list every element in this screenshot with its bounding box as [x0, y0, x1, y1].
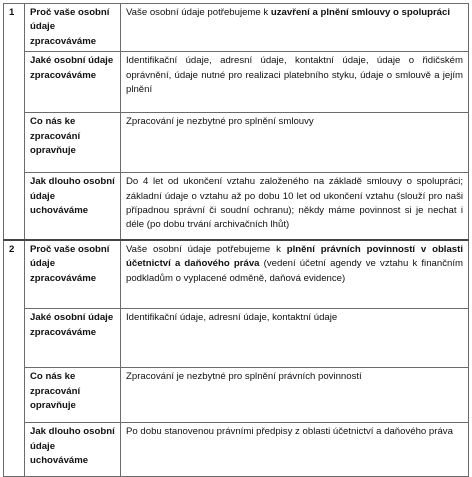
- table-row: [4, 173, 469, 240]
- row-label: Co nás ke zpracování opravňuje: [25, 113, 121, 173]
- row-text: Po dobu stanovenou právními předpisy z oblasti účetnictví a daňového práva: [121, 423, 469, 477]
- table-row: [4, 113, 469, 173]
- row-text: Do 4 let od ukončení vztahu založeného na základě smlouvy o spolupráci; základní údaje o vztahu až po dobu 10 let od ukončení vztahu (slouží pro naši případnou správní či soudní ochranu); někdy máme povinnost si je nechat i déle (po dobu trvání archivačních lhůt): [121, 173, 469, 240]
- row-label: Jak dlouho osobní údaje uchováváme: [25, 423, 121, 477]
- row-text: Identifikační údaje, adresní údaje, kontaktní údaje, údaje o řidičském oprávnění, údaje nutné pro realizaci platebního styku, údaje o smlouvě a jejím plnění: [121, 52, 469, 113]
- row-label: Proč vaše osobní údaje zpracováváme: [25, 4, 121, 52]
- row-text: Zpracování je nezbytné pro splnění právních povinností: [121, 368, 469, 423]
- table-row: [4, 240, 469, 309]
- section-number: 2: [4, 240, 25, 477]
- row-text-emphasis: uzavření a plnění smlouvy o spolupráci: [270, 7, 451, 18]
- row-label: Jaké osobní údaje zpracováváme: [25, 52, 121, 113]
- row-text: Identifikační údaje, adresní údaje, kontaktní údaje: [121, 309, 469, 368]
- table-row: [4, 4, 469, 52]
- row-text-emphasis: plnění právních povinností v oblasti účetnictví a daňového práva: [126, 243, 463, 270]
- table-row: [4, 52, 469, 113]
- row-label: Co nás ke zpracování opravňuje: [25, 368, 121, 423]
- table-row: [4, 368, 469, 423]
- row-text: Vaše osobní údaje potřebujeme k plnění právních povinností v oblasti účetnictví a daňového práva (vedení účetní agendy ve vztahu k finančním podkladům o vyplacené odměně, daňová evidence): [121, 240, 469, 309]
- row-label: Jaké osobní údaje zpracováváme: [25, 309, 121, 368]
- row-text: Zpracování je nezbytné pro splnění smlouvy: [121, 113, 469, 173]
- section-number: 1: [4, 4, 25, 240]
- processing-table: [3, 3, 469, 477]
- table-row: [4, 423, 469, 477]
- row-text: Vaše osobní údaje potřebujeme k uzavření a plnění smlouvy o spolupráci: [121, 4, 469, 52]
- row-label: Jak dlouho osobní údaje uchováváme: [25, 173, 121, 240]
- table-row: [4, 309, 469, 368]
- row-label: Proč vaše osobní údaje zpracováváme: [25, 240, 121, 309]
